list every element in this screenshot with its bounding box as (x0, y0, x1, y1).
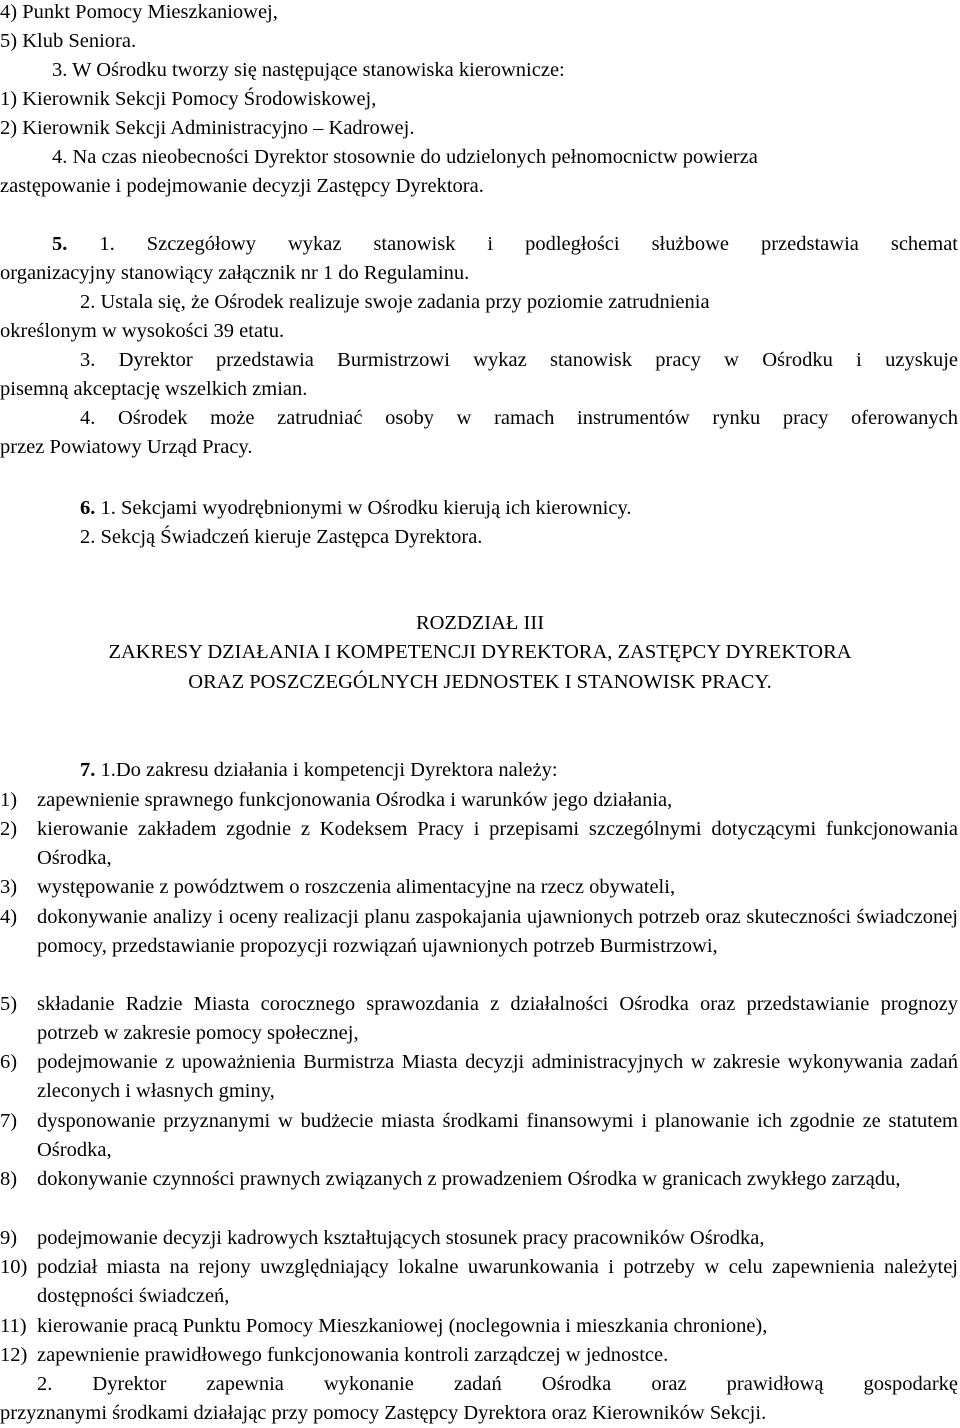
section-6-number: 6. (80, 497, 96, 519)
list-item (0, 1253, 958, 1311)
list-item (0, 1048, 958, 1106)
list-item-number: 2) (0, 818, 18, 840)
list-item-text: zapewnienie prawidłowego funkcjonowania kontroli zarządczej w jednostce. (37, 1344, 669, 1366)
section-5-paragraph-1: 5. 1. Szczegółowy wykaz stanowisk i podległości służbowe przedstawia schemat (52, 233, 959, 255)
list-item-text: dysponowanie przyznanymi w budżecie miasta środkami finansowymi i planowanie ich zgodnie ze statutem Ośrodka, (37, 1110, 958, 1161)
intro-paragraph-4: 4. Na czas nieobecności Dyrektor stosownie do udzielonych pełnomocnictw powierza (52, 146, 758, 168)
section-5-paragraph-3: 3. Dyrektor przedstawia Burmistrzowi wykaz stanowisk pracy w Ośrodku i uzyskuje (80, 349, 958, 371)
list-item-number: 7) (0, 1110, 18, 1132)
list-item-number: 5) (0, 993, 18, 1015)
list-item-text: dokonywanie czynności prawnych związanych z prowadzeniem Ośrodka w granicach zwykłego zarządu, (37, 1168, 901, 1190)
list-item-text: podejmowanie decyzji kadrowych kształtujących stosunek pracy pracowników Ośrodka, (37, 1227, 765, 1249)
section-5-paragraph-4: 4. Ośrodek może zatrudniać osoby w ramach instrumentów rynku pracy oferowanych (80, 407, 958, 429)
list-item-number: 1) (0, 789, 18, 811)
list-item (0, 815, 958, 873)
list-item-text: zapewnienie sprawnego funkcjonowania Ośrodka i warunków jego działania, (37, 789, 673, 811)
list-item-number: 10) (0, 1256, 28, 1278)
section-5-number: 5. (52, 233, 68, 255)
intro-line-4: 1) Kierownik Sekcji Pomocy Środowiskowej, (0, 88, 377, 110)
intro-line-1: 4) Punkt Pomocy Mieszkaniowej, (0, 1, 278, 23)
intro-paragraph-4-cont: zastępowanie i podejmowanie decyzji Zastępcy Dyrektora. (0, 175, 484, 197)
list-item-text: dokonywanie analizy i oceny realizacji planu zaspokajania ujawnionych potrzeb oraz skuteczności świadczonej pomocy, przedstawianie propozycji rozwiązań ujawnionych potrzeb Burmistrzowi, (37, 906, 958, 957)
list-item (0, 1224, 958, 1253)
chapter-subtitle-line-1: ZAKRESY DZIAŁANIA I KOMPETENCJI DYREKTORA, ZASTĘPCY DYREKTORA (108, 641, 852, 663)
section-5-paragraph-3-cont: pisemną akceptację wszelkich zmian. (0, 378, 308, 400)
list-item-text: kierowanie zakładem zgodnie z Kodeksem Pracy i przepisami szczególnymi dotyczącymi funkcjonowania Ośrodka, (37, 818, 958, 869)
intro-line-5: 2) Kierownik Sekcji Administracyjno – Kadrowej. (0, 117, 415, 139)
list-item (0, 903, 958, 961)
list-item-text: podejmowanie z upoważnienia Burmistrza Miasta decyzji administracyjnych w zakresie wykonywania zadań zleconych i własnych gminy, (37, 1051, 958, 1102)
list-item (0, 1165, 958, 1194)
chapter-subtitle-line-2: ORAZ POSZCZEGÓLNYCH JEDNOSTEK I STANOWISK PRACY. (188, 671, 772, 693)
list-item-number: 11) (0, 1315, 27, 1337)
list-item-number: 6) (0, 1051, 18, 1073)
section-7-paragraph-2: 2. Dyrektor zapewnia wykonanie zadań Ośrodka oraz prawidłową gospodarkę (37, 1373, 958, 1395)
chapter-title: ROZDZIAŁ III (415, 612, 545, 634)
list-item-number: 4) (0, 906, 18, 928)
list-item (0, 873, 958, 902)
list-item (0, 786, 958, 815)
list-item (0, 1341, 958, 1370)
list-item (0, 990, 958, 1048)
intro-paragraph-3: 3. W Ośrodku tworzy się następujące stanowiska kierownicze: (52, 59, 565, 81)
section-7-intro: 7. 1.Do zakresu działania i kompetencji Dyrektora należy: (80, 759, 558, 781)
list-item (0, 1312, 958, 1341)
section-7-number: 7. (80, 759, 96, 781)
section-5-paragraph-4-cont: przez Powiatowy Urząd Pracy. (0, 436, 253, 458)
list-item (0, 1107, 958, 1165)
list-item-number: 9) (0, 1227, 18, 1249)
list-item-text: występowanie z powództwem o roszczenia alimentacyjne na rzecz obywateli, (37, 876, 676, 898)
list-item-text: składanie Radzie Miasta corocznego sprawozdania z działalności Ośrodka oraz przedstawianie prognozy potrzeb w zakresie pomocy społecznej, (37, 993, 958, 1044)
list-item-number: 8) (0, 1168, 18, 1190)
list-item-number: 12) (0, 1344, 28, 1366)
intro-line-2: 5) Klub Seniora. (0, 30, 137, 52)
section-6-paragraph-1: 6. 1. Sekcjami wyodrębnionymi w Ośrodku kierują ich kierownicy. (80, 497, 632, 519)
section-7-paragraph-2-cont: przyznanymi środkami działając przy pomocy Zastępcy Dyrektora oraz Kierowników Sekcji. (0, 1402, 767, 1424)
section-5-paragraph-1-cont: organizacyjny stanowiący załącznik nr 1 do Regulaminu. (0, 262, 470, 284)
section-5-paragraph-2-cont: określonym w wysokości 39 etatu. (0, 320, 285, 342)
list-item-number: 3) (0, 876, 18, 898)
section-5-paragraph-2: 2. Ustala się, że Ośrodek realizuje swoje zadania przy poziomie zatrudnienia (80, 291, 710, 313)
list-item-text: kierowanie pracą Punktu Pomocy Mieszkaniowej (noclegownia i mieszkania chronione), (37, 1315, 768, 1337)
section-6-paragraph-2: 2. Sekcją Świadczeń kieruje Zastępca Dyrektora. (80, 526, 483, 548)
list-item-text: podział miasta na rejony uwzględniający lokalne uwarunkowania i potrzeby w celu zapewnienia należytej dostępności świadczeń, (37, 1256, 958, 1307)
